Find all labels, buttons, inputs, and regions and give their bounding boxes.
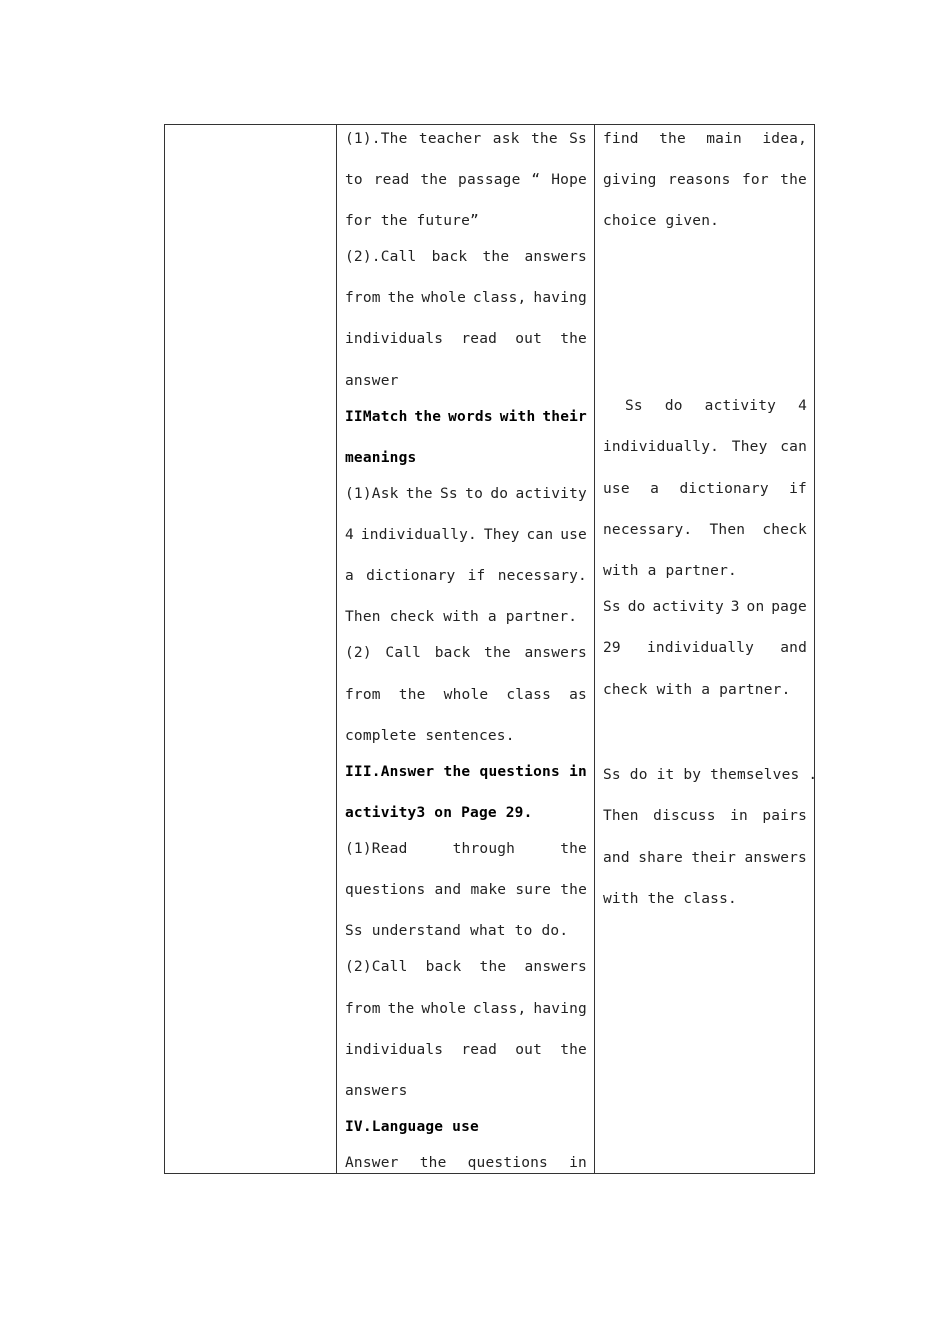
word: in: [569, 1155, 587, 1171]
word: (2).Call: [345, 249, 417, 265]
cell-line: [345, 685, 587, 705]
word: share: [638, 850, 683, 866]
cell-line: [603, 597, 807, 617]
word: answers: [524, 959, 587, 975]
cell-line: [345, 999, 587, 1019]
section-heading: [345, 762, 587, 782]
word: in: [569, 764, 587, 780]
cell-line: [603, 848, 807, 868]
word: their: [542, 409, 587, 425]
cell-line: complete sentences.: [345, 728, 515, 744]
word: make: [470, 882, 507, 898]
cell-line: [603, 437, 807, 457]
word: answers: [524, 645, 587, 661]
word: ask: [492, 131, 520, 147]
word: dictionary: [679, 481, 769, 497]
word: words: [448, 409, 493, 425]
word: the: [560, 882, 587, 898]
word: read: [461, 331, 498, 347]
word: do: [664, 398, 683, 414]
cell-line: [345, 1153, 587, 1173]
word: Answer: [345, 1155, 399, 1171]
word: use: [560, 527, 587, 543]
word: class,: [472, 1001, 527, 1017]
cell-line: with a partner.: [603, 563, 737, 579]
word: back: [431, 249, 468, 265]
word: the: [414, 409, 442, 425]
word: answers: [524, 249, 587, 265]
column-divider-2: [594, 125, 595, 1173]
cell-line: [345, 288, 587, 308]
word: the: [387, 1001, 415, 1017]
cell-line: [603, 479, 807, 499]
word: whole: [421, 290, 466, 306]
word: 29: [603, 640, 621, 656]
cell-line: [603, 170, 807, 190]
word: back: [425, 959, 462, 975]
cell-line: [345, 839, 587, 859]
word: the: [443, 764, 471, 780]
cell-line: [603, 806, 807, 826]
word: can: [526, 527, 554, 543]
word: to: [345, 172, 363, 188]
section-heading: [345, 407, 587, 427]
word: questions: [467, 1155, 548, 1171]
word: and: [780, 640, 807, 656]
word: Ss: [603, 599, 621, 615]
word: Then: [709, 522, 746, 538]
word: activity: [652, 599, 724, 615]
cell-line: [345, 957, 587, 977]
word: (1)Ask: [345, 486, 399, 502]
word: with: [499, 409, 536, 425]
word: questions: [479, 764, 560, 780]
cell-line: with the class.: [603, 891, 737, 907]
word: and: [434, 882, 462, 898]
word: find: [603, 131, 639, 147]
word: III.Answer: [345, 764, 435, 780]
word: having: [533, 290, 587, 306]
cell-line: check with a partner.: [603, 682, 791, 698]
word: do: [490, 486, 509, 502]
cell-line: [345, 1040, 587, 1060]
word: a: [650, 481, 660, 497]
cell-line: Then check with a partner.: [345, 609, 578, 625]
word: and: [603, 850, 630, 866]
word: (1)Read: [345, 841, 408, 857]
word: 4: [798, 398, 807, 414]
word: the: [659, 131, 686, 147]
word: can: [780, 439, 807, 455]
cell-line: [603, 638, 807, 658]
word: answers: [744, 850, 807, 866]
word: from: [345, 290, 381, 306]
word: a: [345, 568, 354, 584]
word: dictionary: [366, 568, 456, 584]
word: necessary.: [603, 522, 693, 538]
cell-line: [345, 484, 587, 504]
section-heading: meanings: [345, 450, 417, 466]
cell-line: [345, 170, 587, 190]
word: sure: [515, 882, 552, 898]
word: Ss: [569, 131, 587, 147]
word: to: [465, 486, 484, 502]
word: IIMatch: [345, 409, 408, 425]
word: individually.: [360, 527, 477, 543]
word: individuals: [345, 1042, 444, 1058]
word: teacher: [418, 131, 482, 147]
lesson-table: [164, 124, 818, 1174]
word: out: [515, 331, 543, 347]
word: (2): [345, 645, 372, 661]
word: They: [483, 527, 520, 543]
word: class,: [472, 290, 527, 306]
word: Then: [603, 808, 639, 824]
section-heading: activity3 on Page 29.: [345, 805, 533, 821]
word: the: [405, 486, 433, 502]
word: questions: [345, 882, 426, 898]
word: whole: [421, 1001, 466, 1017]
word: activity: [515, 486, 587, 502]
word: Hope: [551, 172, 587, 188]
cell-line: Ss do it by themselves .: [603, 767, 818, 783]
word: Ss: [625, 398, 643, 414]
word: the: [560, 1042, 587, 1058]
word: activity: [704, 398, 777, 414]
word: do: [627, 599, 646, 615]
word: out: [515, 1042, 543, 1058]
cell-line: [625, 396, 807, 416]
cell-line: [345, 643, 587, 663]
word: discuss: [653, 808, 716, 824]
word: read: [373, 172, 410, 188]
word: necessary.: [497, 568, 587, 584]
word: on: [746, 599, 765, 615]
word: the: [387, 290, 415, 306]
cell-line: [345, 525, 587, 545]
word: (2)Call: [345, 959, 408, 975]
cell-line: for the future”: [345, 213, 479, 229]
word: individuals: [345, 331, 444, 347]
word: idea,: [762, 131, 807, 147]
word: the: [484, 645, 511, 661]
cell-line: [345, 247, 587, 267]
word: the: [780, 172, 807, 188]
word: passage: [458, 172, 521, 188]
word: if: [789, 481, 807, 497]
word: (1).The: [345, 131, 408, 147]
word: individually: [646, 640, 755, 656]
word: from: [345, 1001, 381, 1017]
word: for: [741, 172, 769, 188]
word: if: [467, 568, 486, 584]
word: the: [398, 687, 426, 703]
word: Ss: [439, 486, 458, 502]
word: check: [762, 522, 807, 538]
cell-line: answer: [345, 373, 399, 389]
word: They: [731, 439, 768, 455]
word: the: [420, 172, 448, 188]
word: read: [461, 1042, 498, 1058]
word: the: [479, 959, 507, 975]
cell-line: answers: [345, 1083, 408, 1099]
word: their: [691, 850, 737, 866]
word: the: [560, 331, 587, 347]
left-cell: [165, 125, 336, 1173]
cell-line: [345, 329, 587, 349]
word: back: [434, 645, 471, 661]
column-divider-1: [336, 125, 337, 1173]
cell-line: [603, 520, 807, 540]
word: in: [730, 808, 748, 824]
word: through: [452, 841, 516, 857]
word: from: [345, 687, 381, 703]
word: “: [531, 172, 541, 188]
word: reasons: [668, 172, 731, 188]
word: page: [771, 599, 807, 615]
word: Call: [385, 645, 422, 661]
word: 4: [345, 527, 354, 543]
cell-line: Ss understand what to do.: [345, 923, 569, 939]
cell-line: [345, 129, 587, 149]
word: whole: [443, 687, 489, 703]
section-heading: IV.Language use: [345, 1119, 479, 1135]
word: pairs: [762, 808, 807, 824]
word: class: [506, 687, 552, 703]
word: main: [706, 131, 742, 147]
cell-line: [345, 880, 587, 900]
word: the: [482, 249, 510, 265]
word: giving: [603, 172, 657, 188]
word: as: [569, 687, 587, 703]
word: 3: [730, 599, 740, 615]
word: the: [530, 131, 558, 147]
word: individually.: [603, 439, 720, 455]
cell-line: [345, 566, 587, 586]
word: the: [560, 841, 587, 857]
cell-line: [603, 129, 807, 149]
word: having: [533, 1001, 587, 1017]
word: use: [603, 481, 630, 497]
word: the: [419, 1155, 447, 1171]
cell-line: choice given.: [603, 213, 720, 229]
